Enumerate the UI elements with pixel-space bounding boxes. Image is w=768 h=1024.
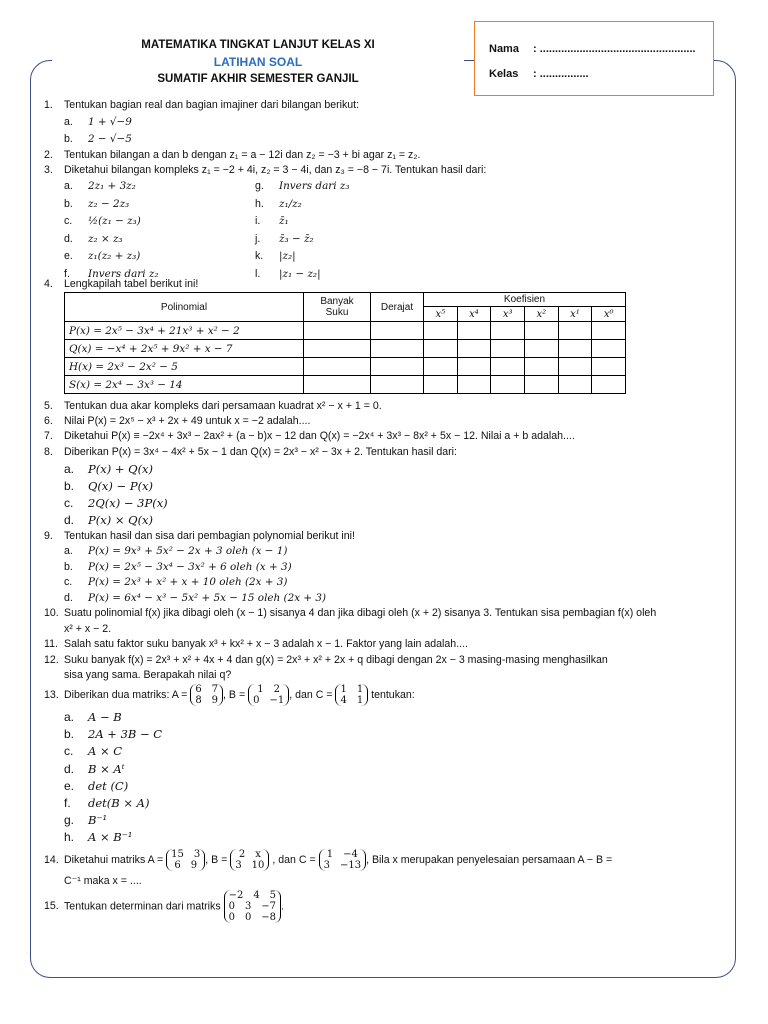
q13-item-e [64, 779, 128, 793]
col-header-koefisien: Koefisien [424, 293, 626, 307]
q8-item-b [64, 479, 153, 493]
item-expr: z̄₃ − z̄₂ [279, 232, 314, 245]
q3-item-b [64, 198, 129, 210]
answer-cell[interactable] [424, 322, 458, 340]
item-expr: 1 + √−9 [88, 116, 132, 128]
matrix-c [319, 849, 366, 871]
matrix-m [224, 890, 281, 923]
item-letter: b. [64, 479, 75, 493]
question-7 [44, 430, 575, 442]
matrix-row: 6 9 [174, 860, 198, 871]
question-text: Tentukan determinan dari matriks [64, 900, 221, 913]
q3-item-j [255, 233, 314, 245]
item-letter: h. [255, 197, 264, 210]
answer-cell[interactable] [304, 322, 371, 340]
item-letter: e. [64, 778, 75, 793]
question-11 [44, 638, 468, 650]
item-letter: c. [64, 215, 73, 227]
question-number: 14. [44, 853, 59, 866]
answer-cell[interactable] [424, 340, 458, 358]
item-expr: 2Q(x) − 3P(x) [88, 496, 168, 510]
question-8 [44, 446, 457, 458]
item-letter: l. [255, 267, 261, 280]
matrix-row: 6 7 [195, 684, 219, 695]
item-expr: P(x) × Q(x) [88, 513, 154, 527]
question-text: , B = [205, 853, 228, 866]
item-expr: A − B [88, 710, 122, 724]
item-expr: Invers dari z₃ [279, 180, 350, 192]
matrix-row: 15 3 [171, 849, 201, 860]
answer-cell[interactable] [592, 376, 626, 394]
item-expr: det(B × A) [88, 796, 150, 810]
table-row [65, 340, 626, 358]
table-row [65, 358, 626, 376]
col-header-banyak-suku: Banyak Suku [304, 293, 371, 322]
header-exam: SUMATIF AKHIR SEMESTER GANJIL [157, 73, 359, 85]
polynomial-cell: S(x) = 2x⁴ − 3x³ − 14 [65, 376, 304, 394]
answer-cell[interactable] [558, 376, 592, 394]
answer-cell[interactable] [304, 340, 371, 358]
question-text: Suatu polinomial f(x) jika dibagi oleh (x − 1) sisanya 4 dan jika dibagi oleh (x + 2) sisanya 3. Tentukan sisa pembagian f(x) oleh [64, 607, 657, 619]
question-text: Diketahui P(x) ≡ −2x⁴ + 3x³ − 2ax² + (a − b)x − 12 dan Q(x) = −2x⁴ + 3x³ − 8x² + 5x − 12. Nilai a + b adalah.... [64, 430, 575, 442]
question-text: Tentukan bilangan a dan b dengan z₁ = a − 12i dan z₂ = −3 + bi agar z₁ = z₂. [64, 149, 421, 161]
answer-cell[interactable] [592, 322, 626, 340]
question-text: . [281, 900, 284, 913]
answer-cell[interactable] [524, 340, 558, 358]
q13-item-f [64, 796, 149, 810]
answer-cell[interactable] [304, 376, 371, 394]
question-number: 6. [44, 415, 53, 427]
name-label: Nama [489, 43, 519, 55]
matrix-row: 3 −13 [323, 860, 362, 871]
item-letter: a. [64, 545, 73, 557]
question-number: 2. [44, 149, 53, 161]
question-number: 8. [44, 446, 53, 458]
item-expr: P(x) = 2x⁵ − 3x⁴ − 3x² + 6 oleh (x + 3) [88, 560, 292, 573]
student-info-box [474, 21, 714, 96]
question-text: Suku banyak f(x) = 2x³ + x² + 4x + 4 dan g(x) = 2x³ + x² + 2x + q dibagi dengan 2x − 3 masing-masing menghasilkan [64, 654, 608, 666]
item-expr: A × B⁻¹ [88, 830, 133, 845]
item-expr: Q(x) − P(x) [88, 479, 154, 493]
class-label: Kelas [489, 68, 519, 80]
q9-item-b [64, 561, 292, 573]
class-field[interactable]: : ................ [533, 68, 589, 80]
question-text: Diketahui bilangan kompleks z₁ = −2 + 4i, z₂ = 3 − 4i, dan z₃ = −8 − 7i. Tentukan hasil dari: [64, 164, 487, 176]
q3-item-h [255, 198, 302, 210]
item-letter: d. [64, 761, 75, 776]
matrix-a [166, 849, 205, 871]
question-text: , Bila x merupakan penyelesaian persamaan A − B = [366, 853, 613, 866]
question-14 [44, 849, 612, 871]
col-header-derajat: Derajat [371, 293, 424, 322]
answer-cell[interactable] [457, 340, 491, 358]
q9-item-c [64, 576, 287, 588]
question-9 [44, 530, 355, 542]
question-number: 7. [44, 430, 53, 442]
answer-cell[interactable] [524, 358, 558, 376]
question-number: 5. [44, 400, 53, 412]
item-letter: g. [255, 180, 264, 192]
header-title: LATIHAN SOAL [213, 55, 303, 69]
item-expr: Invers dari z₂ [88, 267, 159, 280]
answer-cell[interactable] [491, 322, 525, 340]
matrix-row: 0 0 −8 [228, 912, 277, 923]
question-4 [44, 278, 198, 290]
item-expr: 2z₁ + 3z₂ [88, 180, 136, 192]
matrix-b [230, 849, 269, 871]
q1-item-a: a. 1 + √−9 [64, 116, 132, 128]
question-text: , dan C = [269, 853, 316, 866]
item-expr: B × Aᵗ [88, 761, 125, 776]
item-expr: P(x) + Q(x) [88, 462, 154, 476]
item-letter: c. [64, 744, 74, 759]
item-letter: d. [64, 232, 73, 245]
answer-cell[interactable] [491, 340, 525, 358]
q13-item-c [64, 744, 122, 758]
polynomial-cell: H(x) = 2x³ − 2x² − 5 [65, 358, 304, 376]
answer-cell[interactable] [558, 358, 592, 376]
question-6 [44, 415, 310, 427]
q13-item-g [64, 813, 107, 827]
q3-item-c [64, 215, 141, 227]
item-letter: f. [64, 267, 70, 280]
question-number: 10. [44, 607, 59, 619]
q3-item-l [255, 268, 321, 280]
matrix-c [335, 684, 368, 706]
matrix-b [248, 684, 289, 706]
answer-cell[interactable] [592, 340, 626, 358]
matrix-row: 1 2 [257, 684, 281, 695]
item-letter: c. [64, 576, 73, 588]
item-expr: B⁻¹ [88, 813, 108, 828]
question-text: tentukan: [368, 688, 415, 701]
question-2 [44, 149, 420, 161]
question-number: 12. [44, 654, 59, 666]
item-letter: a. [64, 710, 75, 724]
answer-cell[interactable] [304, 358, 371, 376]
col-header-exponent: x⁰ [592, 307, 626, 322]
item-expr: 2 − √−5 [88, 133, 132, 145]
answer-cell[interactable] [457, 322, 491, 340]
item-letter: k. [255, 250, 264, 262]
answer-cell[interactable] [524, 376, 558, 394]
item-letter: g. [64, 813, 75, 828]
col-header-exponent: x¹ [558, 307, 592, 322]
question-text: Tentukan dua akar kompleks dari persamaan kuadrat x² − x + 1 = 0. [64, 400, 382, 412]
question-13 [44, 684, 415, 706]
matrix-row: 1 −4 [326, 849, 358, 860]
q13-item-b [64, 727, 162, 741]
matrix-row: 4 1 [340, 695, 364, 706]
answer-cell[interactable] [371, 376, 424, 394]
polynomial-table [64, 292, 626, 394]
question-14-cont: C⁻¹ maka x = .... [64, 875, 142, 887]
question-text: , dan C = [289, 688, 333, 701]
item-letter: b. [64, 560, 73, 573]
q1-item-b: b. 2 − √−5 [64, 133, 132, 145]
answer-cell[interactable] [558, 340, 592, 358]
item-expr: P(x) = 2x³ + x² + x + 10 oleh (2x + 3) [88, 576, 288, 588]
item-expr: z₂ × z₃ [88, 232, 123, 245]
item-expr: A × C [88, 744, 123, 759]
question-number: 1. [44, 99, 53, 111]
question-text: Tentukan bagian real dan bagian imajiner dari bilangan berikut: [64, 99, 360, 111]
matrix-row: 1 1 [340, 684, 364, 695]
answer-cell[interactable] [457, 358, 491, 376]
item-expr: z̄₁ [279, 215, 289, 227]
q3-item-d [64, 233, 123, 245]
item-expr: 2A + 3B − C [88, 727, 163, 742]
item-expr: |z₁ − z₂| [279, 267, 321, 280]
question-number: 15. [44, 900, 59, 913]
question-number: 3. [44, 164, 53, 176]
header-subject: MATEMATIKA TINGKAT LANJUT KELAS XI [141, 39, 375, 51]
item-letter: c. [64, 496, 74, 510]
matrix-row: −2 4 5 [228, 890, 277, 901]
question-text: Diberikan dua matriks: A = [64, 688, 188, 701]
item-expr: ½(z₁ − z₃) [88, 215, 141, 227]
question-10-cont: x² + x − 2. [64, 623, 112, 635]
item-expr: z₁(z₂ + z₃) [88, 250, 141, 262]
answer-cell[interactable] [371, 358, 424, 376]
polynomial-cell: Q(x) = −x⁴ + 2x⁵ + 9x² + x − 7 [65, 340, 304, 358]
question-text: Diberikan P(x) = 3x⁴ − 4x² + 5x − 1 dan Q(x) = 2x³ − x² − 3x + 2. Tentukan hasil dari: [64, 446, 457, 458]
q13-item-a [64, 710, 122, 724]
question-text: Salah satu faktor suku banyak x³ + kx² + x − 3 adalah x − 1. Faktor yang lain adalah.... [64, 638, 468, 650]
col-header-exponent: x³ [491, 307, 525, 322]
q3-item-i [255, 215, 289, 227]
item-letter: b. [64, 197, 73, 210]
q3-item-g [255, 180, 350, 192]
answer-cell[interactable] [491, 358, 525, 376]
polynomial-cell: P(x) = 2x⁵ − 3x⁴ + 21x³ + x² − 2 [65, 322, 304, 340]
item-expr: P(x) = 6x⁴ − x³ − 5x² + 5x − 15 oleh (2x + 3) [88, 591, 327, 604]
col-header-polinomial: Polinomial [65, 293, 304, 322]
question-1 [44, 99, 359, 111]
answer-cell[interactable] [371, 340, 424, 358]
question-text: Diketahui matriks A = [64, 853, 164, 866]
question-text: Lengkapilah tabel berikut ini! [64, 278, 199, 290]
item-letter: h. [64, 830, 75, 845]
item-letter: b. [64, 727, 75, 742]
answer-cell[interactable] [558, 322, 592, 340]
col-header-exponent: x⁵ [424, 307, 458, 322]
question-12-cont: sisa yang sama. Berapakah nilai q? [64, 669, 232, 681]
q13-item-h [64, 830, 132, 844]
item-expr: z₁/z₂ [279, 197, 302, 210]
answer-cell[interactable] [491, 376, 525, 394]
answer-cell[interactable] [424, 358, 458, 376]
question-text: , B = [223, 688, 246, 701]
item-letter: d. [64, 591, 73, 604]
q3-item-a [64, 180, 136, 192]
question-number: 13. [44, 688, 59, 701]
q8-item-c [64, 496, 168, 510]
question-3 [44, 164, 486, 176]
item-letter: i. [255, 215, 261, 227]
q9-item-d [64, 592, 326, 604]
question-text: Tentukan hasil dan sisa dari pembagian polynomial berikut ini! [64, 530, 355, 542]
col-header-exponent: x² [524, 307, 558, 322]
matrix-row: 2 x [238, 849, 261, 860]
col-header-exponent: x⁴ [457, 307, 491, 322]
matrix-a [190, 684, 223, 706]
item-letter: a. [64, 462, 75, 476]
item-expr: det (C) [88, 778, 129, 793]
answer-cell[interactable] [592, 358, 626, 376]
item-letter: d. [64, 513, 75, 527]
table-row [65, 322, 626, 340]
question-15 [44, 890, 284, 923]
q8-item-a [64, 462, 153, 476]
question-12 [44, 654, 608, 666]
item-letter: j. [255, 232, 261, 245]
matrix-row: 8 9 [195, 695, 219, 706]
question-number: 9. [44, 530, 53, 542]
question-5 [44, 400, 382, 412]
answer-cell[interactable] [457, 376, 491, 394]
item-letter: a. [64, 180, 73, 192]
question-text: Nilai P(x) = 2x⁵ − x³ + 2x + 49 untuk x = −2 adalah.... [64, 415, 311, 427]
worksheet-header [52, 37, 464, 88]
q8-item-d [64, 513, 153, 527]
item-expr: |z₂| [279, 250, 296, 262]
item-expr: z₂ − 2z₃ [88, 197, 130, 210]
item-letter: e. [64, 250, 73, 262]
item-expr: P(x) = 9x³ + 5x² − 2x + 3 oleh (x − 1) [88, 545, 288, 557]
answer-cell[interactable] [524, 322, 558, 340]
question-number: 4. [44, 278, 53, 290]
q13-item-d [64, 762, 125, 776]
matrix-row: 0 −1 [253, 695, 285, 706]
item-letter: f. [64, 796, 71, 810]
answer-cell[interactable] [424, 376, 458, 394]
name-field[interactable]: : ................................................... [533, 43, 696, 55]
q3-item-e [64, 250, 140, 262]
matrix-row: 0 3 −7 [228, 901, 277, 912]
answer-cell[interactable] [371, 322, 424, 340]
table-row [65, 376, 626, 394]
question-10 [44, 607, 656, 619]
question-number: 11. [44, 638, 58, 650]
q3-item-k [255, 250, 296, 262]
matrix-row: 3 10 [235, 860, 265, 871]
q9-item-a [64, 545, 287, 557]
